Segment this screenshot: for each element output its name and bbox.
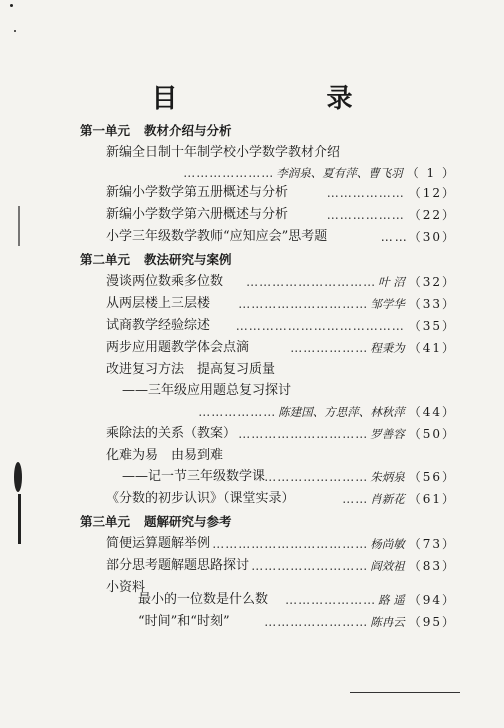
toc-entry-author: 罗善容 (370, 427, 405, 441)
toc-entry-title: 改进复习方法 提高复习质量 (106, 362, 276, 377)
toc-entry-author: 叶 沼 (378, 275, 405, 289)
toc-entry-page: （50） (408, 427, 456, 441)
toc-entry-page: （ 1 ） (406, 166, 456, 180)
toc-entry-title: 两步应用题教学体会点滴 (106, 340, 250, 355)
toc-entry-title: 简便运算题解举例 (106, 536, 211, 551)
toc-entry-page: （73） (408, 537, 456, 551)
leader-dots: ………………………… (238, 297, 369, 311)
toc-entry-leader (264, 467, 456, 487)
binding-mark (18, 494, 21, 544)
toc-entry-leader (236, 316, 456, 336)
toc-entry-author: 阎效祖 (370, 559, 405, 573)
toc-entry-leader (251, 556, 456, 576)
toc-entry-leader (342, 489, 456, 509)
toc-entry-leader (327, 205, 456, 225)
scan-speck (10, 4, 13, 7)
toc-entry-page: ……（30） (380, 230, 456, 244)
toc-entry-page: （94） (408, 593, 456, 607)
toc-entry-page: （83） (408, 559, 456, 573)
toc-entry-title: 新编小学数学第六册概述与分析 (106, 207, 289, 222)
toc-entry-leader (246, 272, 456, 292)
toc-entry-author: 路 遥 (378, 593, 405, 607)
toc-entry-title: 试商教学经验综述 (106, 318, 211, 333)
toc-entry-author: 陈冉云 (370, 615, 405, 629)
toc-entry-leader (377, 227, 456, 247)
unit-name: 题解研究与参考 (144, 514, 232, 529)
toc-entry-page: （44） (408, 405, 456, 419)
unit-name: 教材介绍与分析 (144, 123, 232, 138)
footer-rule (350, 692, 460, 693)
toc-entry-leader (285, 590, 456, 610)
unit-label: 第二单元 (80, 252, 131, 267)
toc-entry-leader (290, 338, 456, 358)
toc-entry-page: （35） (408, 319, 456, 333)
toc-entry-author: 杨尚敏 (370, 537, 405, 551)
toc-entry-title: 新编全日制十年制学校小学数学教材介绍 (106, 145, 341, 160)
toc-entry-page: （61） (408, 492, 456, 506)
leader-dots: ……………… (198, 405, 277, 419)
leader-dots: ………………… (285, 593, 377, 607)
toc-entry-title: 小学三年级数学教师“应知应会”思考题 (106, 229, 328, 244)
toc-entry-leader (183, 163, 456, 183)
toc-entry-author: 程秉为 (370, 341, 405, 355)
toc-entry-page: （56） (408, 470, 456, 484)
leader-dots: ……………… (290, 341, 369, 355)
unit-heading-1 (80, 121, 232, 141)
unit-name: 教法研究与案例 (144, 252, 232, 267)
toc-entry-title: 小资料 (106, 580, 146, 595)
toc-entry-title: 新编小学数学第五册概述与分析 (106, 185, 289, 200)
toc-entry-leader (264, 612, 456, 632)
toc-entry-page: （41） (408, 341, 456, 355)
binding-mark (14, 462, 22, 492)
toc-entry-title: “时间”和“时刻” (138, 614, 230, 629)
leader-dots: ……………………………… (212, 537, 369, 551)
leader-dots: …………………… (264, 615, 369, 629)
toc-entry-title: 《分数的初步认识》（课堂实录） (106, 491, 295, 506)
toc-entry-title: 从两层楼上三层楼 (106, 296, 211, 311)
unit-label: 第三单元 (80, 514, 131, 529)
toc-entry-title: 乘除法的关系（教案） (106, 426, 237, 441)
toc-entry-leader (238, 294, 456, 314)
toc-entry-page: （95） (408, 615, 456, 629)
leader-dots: ……………………… (251, 559, 369, 573)
toc-entry-page: （12） (408, 186, 456, 200)
toc-entry-leader (198, 402, 456, 422)
toc-entry-title: 化难为易 由易到难 (106, 448, 224, 463)
toc-entry-page: （33） (408, 297, 456, 311)
unit-heading-3 (80, 512, 232, 532)
toc-entry-author: 陈建国、方思萍、林秋萍 (278, 405, 405, 419)
toc-entry-leader (327, 183, 456, 203)
leader-dots: …… (342, 492, 369, 506)
toc-entry-author: 朱炳泉 (370, 470, 405, 484)
toc-entry-subtitle: ——三年级应用题总复习探讨 (122, 383, 292, 398)
binding-mark (18, 206, 20, 246)
leader-dots: ………………………………… (235, 319, 405, 333)
unit-heading-2 (80, 250, 232, 270)
page-title: 目 录 (151, 84, 423, 114)
unit-label: 第一单元 (80, 123, 131, 138)
leader-dots: ………………………… (238, 427, 369, 441)
toc-entry-subtitle: ——记一节三年级数学课 (122, 469, 266, 484)
toc-entry-page: （32） (408, 275, 456, 289)
toc-entry-leader (238, 424, 456, 444)
toc-entry-title: 漫谈两位数乘多位数 (106, 274, 224, 289)
toc-entry-title: 部分思考题解题思路探讨 (106, 558, 250, 573)
toc-entry-author: 邹学华 (370, 297, 405, 311)
toc-entry-leader (212, 534, 456, 554)
leader-dots: ………………………… (246, 275, 377, 289)
scan-speck (14, 30, 16, 32)
toc-entry-title: 最小的一位数是什么数 (138, 592, 269, 607)
leader-dots: ………………… (183, 166, 275, 180)
leader-dots: ……………… (326, 186, 405, 200)
leader-dots: …………………… (264, 470, 369, 484)
toc-entry-author: 肖新花 (370, 492, 405, 506)
toc-entry-author: 李润泉、夏有萍、曹飞羽 (276, 166, 403, 180)
toc-entry-page: （22） (408, 208, 456, 222)
leader-dots: ……………… (326, 208, 405, 222)
